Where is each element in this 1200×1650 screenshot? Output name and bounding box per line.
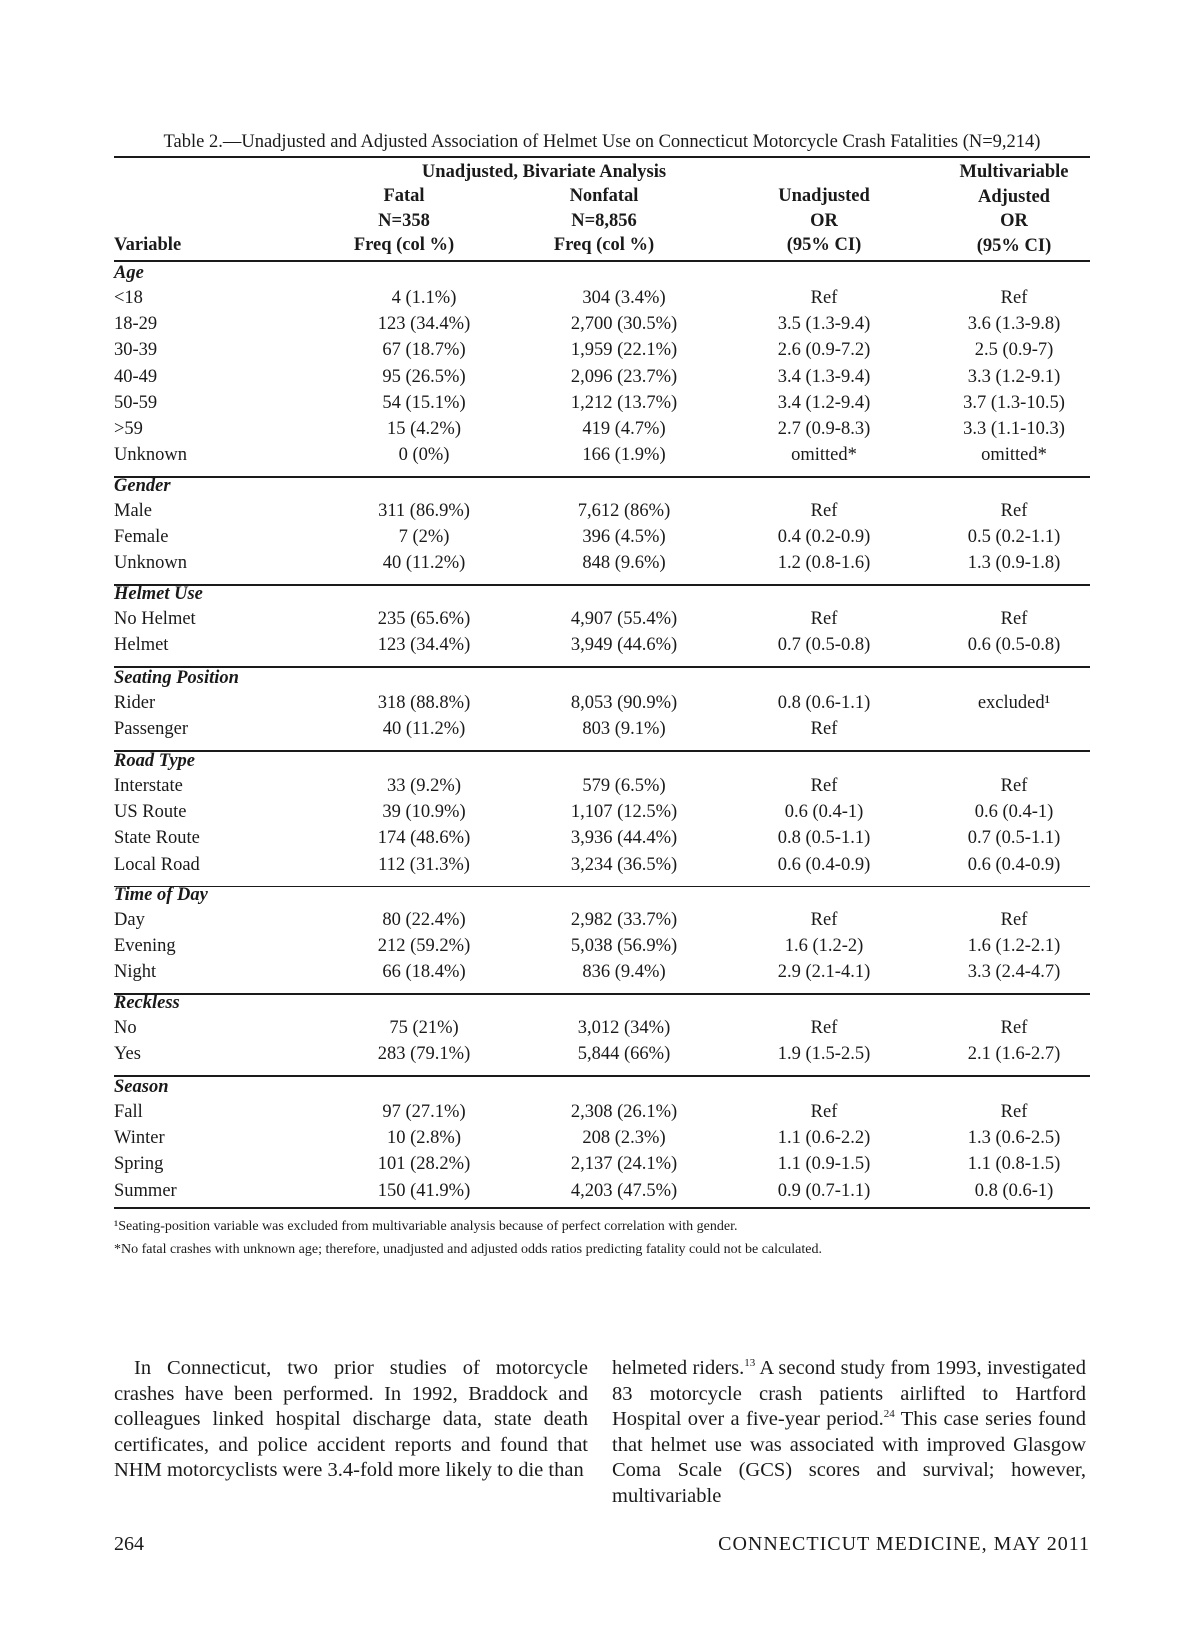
unadjusted-or-cell: omitted* (791, 445, 857, 466)
adjusted-or-cell: 3.3 (1.1-10.3) (963, 419, 1065, 439)
variable-cell: <18 (114, 288, 143, 308)
fatal-cell: 10 (2.8%) (387, 1128, 461, 1149)
variable-cell: Unknown (114, 445, 187, 466)
fatal-cell: 39 (10.9%) (382, 802, 466, 823)
table-row (114, 828, 1090, 856)
unadjusted-or-cell: Ref (810, 501, 838, 521)
variable-cell: 30-39 (114, 340, 158, 361)
journal-footer: CONNECTICUT MEDICINE, MAY 2011 (718, 1533, 1090, 1555)
unadjusted-or-cell: Ref (810, 609, 838, 629)
variable-cell: Night (114, 962, 157, 983)
nonfatal-cell: 3,949 (44.6%) (570, 635, 678, 656)
variable-cell: Evening (114, 936, 176, 957)
fatal-cell: 54 (15.1%) (382, 392, 466, 413)
nonfatal-cell: 848 (9.6%) (582, 553, 666, 574)
adjusted-or-cell: 1.1 (0.8-1.5) (967, 1154, 1061, 1175)
nonfatal-cell: 1,212 (13.7%) (570, 392, 678, 413)
adjusted-or-cell: excluded¹ (977, 693, 1051, 713)
section-heading: Season (114, 1077, 169, 1097)
fatal-cell: 97 (27.1%) (382, 1102, 466, 1122)
table-row (114, 693, 1090, 721)
nonfatal-cell: 1,959 (22.1%) (570, 340, 678, 361)
variable-cell: Passenger (114, 719, 188, 740)
table-row (114, 1018, 1090, 1046)
table-row (114, 635, 1090, 663)
fatal-cell: 150 (41.9%) (377, 1180, 471, 1201)
body-column-right (612, 1356, 1086, 1509)
section-rule (114, 476, 1090, 478)
section-heading: Seating Position (114, 668, 239, 688)
body-paragraph-left: In Connecticut, two prior studies of motorcycle crashes have been performed. In 1992, Braddock and colleagues linked hospital discharge data, state death certificates, and police accident reports and found that NHM motorcyclists were 3.4-fold more likely to die than (114, 1357, 588, 1481)
table-row (114, 609, 1090, 637)
nonfatal-cell: 7,612 (86%) (577, 501, 671, 521)
variable-cell: 18-29 (114, 314, 158, 335)
variable-cell: Winter (114, 1128, 165, 1149)
table-row (114, 1181, 1090, 1209)
nonfatal-cell: 803 (9.1%) (582, 719, 666, 740)
table-row (114, 367, 1090, 395)
nonfatal-cell: 2,096 (23.7%) (570, 366, 678, 387)
table-row (114, 855, 1090, 883)
nonfatal-cell: 208 (2.3%) (582, 1128, 666, 1149)
fatal-cell: 311 (86.9%) (378, 501, 470, 521)
adjusted-or-cell: 1.6 (1.2-2.1) (967, 936, 1061, 957)
section-rule (114, 750, 1090, 752)
citation-ref: 13 (744, 1357, 756, 1370)
nonfatal-cell: 304 (3.4%) (582, 288, 666, 308)
variable-cell: 40-49 (114, 366, 158, 387)
fatal-cell: 212 (59.2%) (377, 936, 471, 957)
table-top-rule (114, 156, 1090, 158)
adjusted-or-cell: 3.3 (2.4-4.7) (967, 962, 1061, 983)
section-rule (114, 993, 1090, 995)
unadjusted-or-cell: 2.7 (0.9-8.3) (777, 419, 871, 439)
nonfatal-cell: 836 (9.4%) (582, 962, 666, 983)
fatal-cell: 75 (21%) (389, 1018, 459, 1038)
unadjusted-or-cell: 3.5 (1.3-9.4) (777, 314, 871, 335)
unadjusted-or-cell: 0.6 (0.4-1) (784, 802, 864, 823)
table-row (114, 1044, 1090, 1072)
section-rule (114, 584, 1090, 586)
adjusted-or-cell: 0.6 (0.5-0.8) (967, 635, 1061, 656)
variable-cell: Summer (114, 1180, 177, 1201)
adjusted-or-cell: 3.6 (1.3-9.8) (967, 314, 1061, 335)
nonfatal-cell: 4,203 (47.5%) (570, 1180, 678, 1201)
fatal-cell: 112 (31.3%) (378, 854, 470, 875)
variable-cell: Spring (114, 1154, 164, 1175)
adjusted-or-cell: Ref (1000, 288, 1028, 308)
section-rule (114, 886, 1090, 888)
table-row (114, 340, 1090, 368)
variable-cell: Rider (114, 693, 156, 713)
nonfatal-cell: 419 (4.7%) (582, 419, 666, 439)
adjusted-or-cell: 3.3 (1.2-9.1) (967, 366, 1061, 387)
adjusted-or-cell: 0.8 (0.6-1) (974, 1180, 1054, 1201)
nonfatal-cell: 579 (6.5%) (582, 776, 666, 796)
unadjusted-or-cell: 2.9 (2.1-4.1) (777, 962, 871, 983)
nonfatal-cell: 3,234 (36.5%) (570, 854, 678, 875)
body-paragraph-right: helmeted riders.$^{13}$ A second study from 1993, investigated 83 motorcycle crash patients airlifted to Hartford Hospital over a five-year period.$^{24}$ This case series found that helmet use was associated with improved Glasgow Coma Scale (GCS) scores and survival; however, multivariable (612, 1357, 1087, 1507)
table-row (114, 776, 1090, 804)
footnote-seating: ¹Seating-position variable was excluded from multivariable analysis because of perfect correlation with gender. (114, 1219, 738, 1234)
adjusted-or-cell: 0.7 (0.5-1.1) (967, 828, 1061, 849)
fatal-cell: 101 (28.2%) (377, 1154, 471, 1175)
adjusted-or-cell: Ref (1000, 1102, 1028, 1122)
table-bottom-rule (114, 1207, 1090, 1209)
adjusted-or-cell: 2.1 (1.6-2.7) (967, 1044, 1061, 1065)
adjusted-or-cell: Ref (1000, 609, 1028, 629)
adjusted-header: Multivariable Adjusted OR (95% CI) (959, 162, 1069, 256)
unadjusted-or-cell: 0.9 (0.7-1.1) (777, 1180, 871, 1201)
variable-cell: No Helmet (114, 609, 196, 629)
fatal-cell: 235 (65.6%) (377, 609, 471, 629)
variable-cell: Helmet (114, 635, 169, 656)
unadjusted-or-cell: Ref (810, 910, 838, 930)
fatal-cell: 0 (0%) (398, 445, 450, 466)
section-heading: Age (114, 263, 144, 283)
footnote-unknown-age: *No fatal crashes with unknown age; therefore, unadjusted and adjusted odds ratios predicting fatality could not be calculated. (114, 1242, 822, 1257)
unadjusted-or-cell: 2.6 (0.9-7.2) (777, 340, 871, 361)
section-rule (114, 1075, 1090, 1077)
adjusted-or-cell: Ref (1000, 501, 1028, 521)
fatal-cell: 67 (18.7%) (382, 340, 466, 361)
unadjusted-or-cell: 1.1 (0.6-2.2) (777, 1128, 871, 1149)
unadjusted-or-cell: 1.1 (0.9-1.5) (777, 1154, 871, 1175)
unadjusted-or-cell: Ref (810, 719, 838, 740)
adjusted-or-cell: Ref (1000, 1018, 1028, 1038)
nonfatal-cell: 1,107 (12.5%) (570, 802, 678, 823)
fatal-cell: 123 (34.4%) (377, 635, 471, 656)
fatal-header: Fatal N=358 Freq (col %) (353, 186, 455, 255)
fatal-cell: 40 (11.2%) (382, 553, 466, 574)
fatal-cell: 7 (2%) (398, 527, 450, 548)
variable-cell: 50-59 (114, 392, 158, 413)
table-row (114, 527, 1090, 555)
fatal-cell: 123 (34.4%) (377, 314, 471, 335)
section-heading: Road Type (114, 751, 196, 771)
page-number: 264 (114, 1533, 144, 1555)
table-row (114, 936, 1090, 964)
variable-cell: Day (114, 910, 145, 930)
nonfatal-cell: 8,053 (90.9%) (570, 693, 678, 713)
fatal-cell: 283 (79.1%) (377, 1044, 471, 1065)
variable-cell: >59 (114, 419, 143, 439)
variable-cell: Male (114, 501, 153, 521)
unadjusted-or-cell: 3.4 (1.2-9.4) (777, 392, 871, 413)
table-row (114, 910, 1090, 938)
table-row (114, 445, 1090, 473)
unadjusted-or-cell: Ref (810, 1018, 838, 1038)
fatal-cell: 66 (18.4%) (382, 962, 466, 983)
unadjusted-header: Unadjusted OR (95% CI) (778, 186, 870, 255)
unadjusted-or-cell: 3.4 (1.3-9.4) (777, 366, 871, 387)
nonfatal-header: Nonfatal N=8,856 Freq (col %) (553, 186, 655, 255)
group-header: Unadjusted, Bivariate Analysis (421, 162, 667, 182)
variable-cell: US Route (114, 802, 187, 823)
nonfatal-cell: 3,936 (44.4%) (570, 828, 678, 849)
nonfatal-cell: 4,907 (55.4%) (570, 609, 678, 629)
variable-header: Variable (114, 235, 182, 255)
fatal-cell: 174 (48.6%) (377, 828, 471, 849)
adjusted-or-cell: 1.3 (0.9-1.8) (967, 553, 1061, 574)
adjusted-or-cell: Ref (1000, 910, 1028, 930)
table-row (114, 553, 1090, 581)
unadjusted-or-cell: 0.8 (0.6-1.1) (777, 693, 871, 713)
unadjusted-or-cell: 1.2 (0.8-1.6) (777, 553, 871, 574)
adjusted-or-cell: Ref (1000, 776, 1028, 796)
nonfatal-cell: 2,308 (26.1%) (570, 1102, 678, 1122)
adjusted-or-cell: 3.7 (1.3-10.5) (963, 392, 1065, 413)
fatal-cell: 33 (9.2%) (387, 776, 461, 796)
section-heading: Helmet Use (114, 584, 203, 604)
table-row (114, 501, 1090, 529)
table-row (114, 802, 1090, 830)
unadjusted-or-cell: Ref (810, 288, 838, 308)
table-row (114, 1154, 1090, 1182)
section-heading: Time of Day (114, 885, 208, 905)
nonfatal-cell: 396 (4.5%) (582, 527, 666, 548)
adjusted-or-cell: 0.6 (0.4-1) (974, 802, 1054, 823)
adjusted-or-cell: 2.5 (0.9-7) (974, 340, 1054, 361)
variable-cell: No (114, 1018, 137, 1038)
variable-cell: Yes (114, 1044, 141, 1065)
nonfatal-cell: 2,982 (33.7%) (570, 910, 678, 930)
fatal-cell: 15 (4.2%) (387, 419, 461, 439)
adjusted-or-cell: 0.6 (0.4-0.9) (967, 854, 1061, 875)
section-heading: Reckless (114, 993, 180, 1013)
variable-cell: Fall (114, 1102, 143, 1122)
unadjusted-or-cell: 0.7 (0.5-0.8) (777, 635, 871, 656)
unadjusted-or-cell: 1.6 (1.2-2) (784, 936, 864, 957)
fatal-cell: 80 (22.4%) (382, 910, 466, 930)
body-column-left (114, 1356, 588, 1484)
adjusted-or-cell: 1.3 (0.6-2.5) (967, 1128, 1061, 1149)
fatal-cell: 318 (88.8%) (377, 693, 471, 713)
table-row (114, 314, 1090, 342)
nonfatal-cell: 3,012 (34%) (577, 1018, 671, 1038)
nonfatal-cell: 5,038 (56.9%) (570, 936, 678, 957)
adjusted-or-cell: 0.5 (0.2-1.1) (967, 527, 1061, 548)
header-rule (114, 260, 1090, 262)
nonfatal-cell: 5,844 (66%) (577, 1044, 671, 1065)
adjusted-or-cell: omitted* (981, 445, 1047, 466)
unadjusted-or-cell: 0.4 (0.2-0.9) (777, 527, 871, 548)
table-row (114, 288, 1090, 316)
unadjusted-or-cell: 0.6 (0.4-0.9) (777, 854, 871, 875)
variable-cell: Unknown (114, 553, 187, 574)
nonfatal-cell: 2,700 (30.5%) (570, 314, 678, 335)
table-row (114, 1102, 1090, 1130)
table-caption: Table 2.—Unadjusted and Adjusted Association of Helmet Use on Connecticut Motorcycle Crash Fatalities (N=9,214) (163, 132, 1041, 152)
variable-cell: Female (114, 527, 169, 548)
citation-ref: 24 (883, 1408, 895, 1421)
table-row (114, 393, 1090, 421)
table-row (114, 1128, 1090, 1156)
table-row (114, 962, 1090, 990)
variable-cell: Local Road (114, 854, 200, 875)
unadjusted-or-cell: 0.8 (0.5-1.1) (777, 828, 871, 849)
nonfatal-cell: 166 (1.9%) (582, 445, 666, 466)
section-rule (114, 666, 1090, 668)
variable-cell: Interstate (114, 776, 183, 796)
section-heading: Gender (114, 476, 171, 496)
nonfatal-cell: 2,137 (24.1%) (570, 1154, 678, 1175)
unadjusted-or-cell: 1.9 (1.5-2.5) (777, 1044, 871, 1065)
table-row (114, 719, 1090, 747)
unadjusted-or-cell: Ref (810, 1102, 838, 1122)
variable-cell: State Route (114, 828, 200, 849)
fatal-cell: 4 (1.1%) (391, 288, 457, 308)
table-row (114, 419, 1090, 447)
unadjusted-or-cell: Ref (810, 776, 838, 796)
fatal-cell: 40 (11.2%) (382, 719, 466, 740)
fatal-cell: 95 (26.5%) (382, 366, 466, 387)
